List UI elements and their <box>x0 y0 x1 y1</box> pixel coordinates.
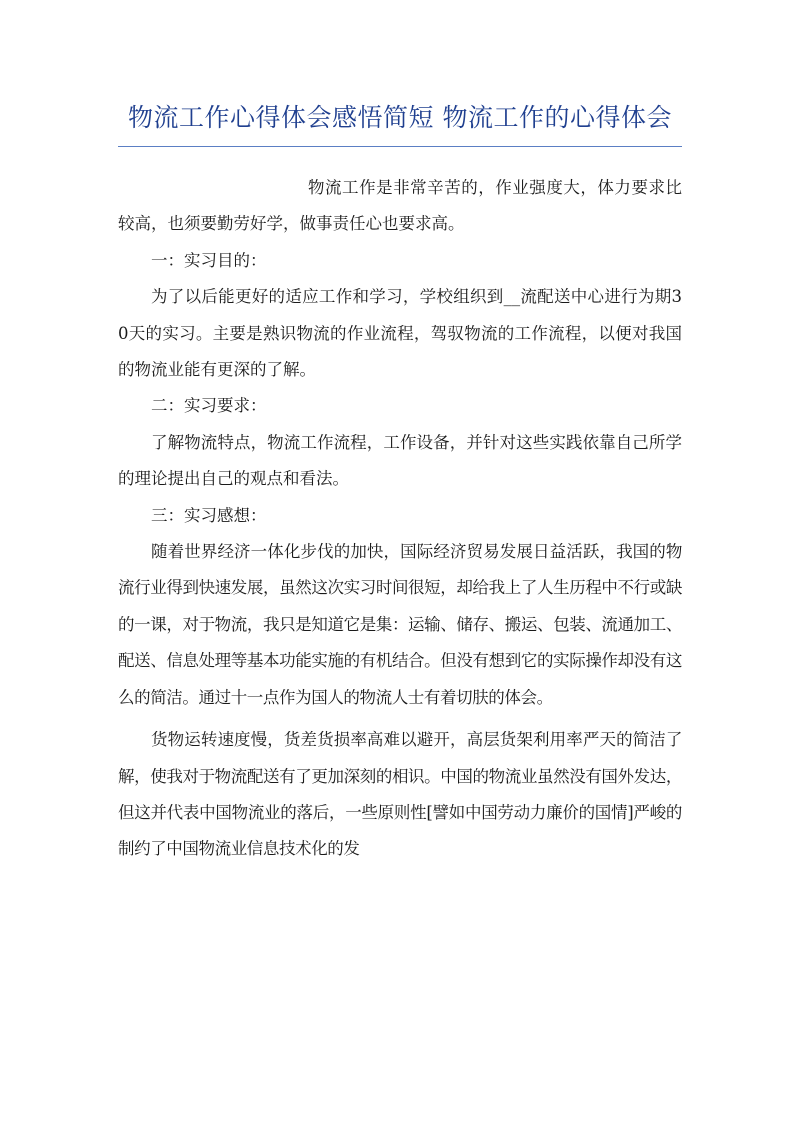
document-body <box>118 170 682 868</box>
section-heading-reflections: 三：实习感想： <box>151 505 267 525</box>
purpose-paragraph: 为了以后能更好的适应工作和学习，学校组织到__流配送中心进行为期30天的实习。主要是熟识物流的作业流程，驾驭物流的工作流程，以便对我国的物流业能有更深的了解。 <box>118 287 682 380</box>
reflections-paragraph: 随着世界经济一体化步伐的加快，国际经济贸易发展日益活跃，我国的物流行业得到快速发展，虽然这次实习时间很短，却给我上了人生历程中不行或缺的一课，对于物流，我只是知道它是集：运输、储存、搬运、包装、流通加工、配送、信息处理等基本功能实施的有机结合。但没有想到它的实际操作却没有这么的简洁。通过十一点作为国人的物流人士有着切肤的体会。 <box>118 542 682 707</box>
section-heading-purpose: 一：实习目的： <box>151 250 267 270</box>
title-underline <box>118 146 682 147</box>
document-title: 物流工作心得体会感悟简短 物流工作的心得体会 <box>128 103 672 132</box>
requirements-paragraph: 了解物流特点，物流工作流程，工作设备，并针对这些实践依靠自己所学的理论提出自己的观点和看法。 <box>118 432 682 489</box>
logistics-issues-paragraph: 货物运转速度慢，货差货损率高难以避开，高层货架利用率严天的简洁了解，使我对于物流配送有了更加深刻的相识。中国的物流业虽然没有国外发达，但这并代表中国物流业的落后，一些原则性[譬如中国劳动力廉价的国情]严峻的制约了中国物流业信息技术化的发 <box>118 730 682 859</box>
intro-paragraph: 物流工作是非常辛苦的，作业强度大，体力要求比较高，也须要勤劳好学，做事责任心也要求高。 <box>118 178 682 234</box>
section-heading-requirements: 二：实习要求： <box>151 396 267 416</box>
